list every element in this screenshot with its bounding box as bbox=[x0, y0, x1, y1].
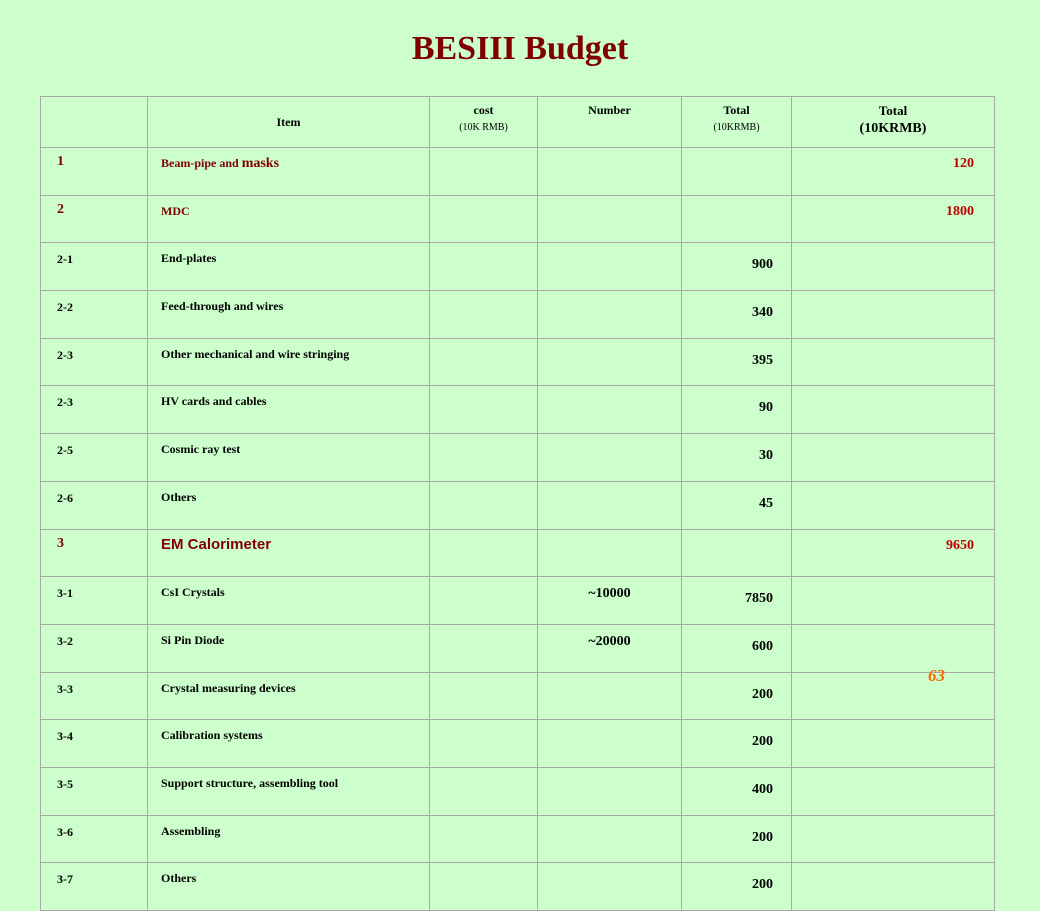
row-label-text: Crystal measuring devices bbox=[161, 680, 296, 695]
row-number bbox=[538, 291, 682, 339]
row-label bbox=[148, 148, 430, 196]
row-number bbox=[538, 720, 682, 768]
row-cost bbox=[430, 434, 538, 482]
row-cost bbox=[430, 529, 538, 577]
row-label bbox=[148, 338, 430, 386]
header-number: Number bbox=[538, 97, 682, 148]
row-id: 3-1 bbox=[41, 577, 148, 625]
row-number bbox=[538, 434, 682, 482]
row-cost bbox=[430, 195, 538, 243]
row-number bbox=[538, 386, 682, 434]
row-id: 2-2 bbox=[41, 291, 148, 339]
row-number: ~20000 bbox=[538, 624, 682, 672]
row-section-total bbox=[792, 338, 995, 386]
row-label-text: CsI Crystals bbox=[161, 585, 225, 600]
header-total bbox=[682, 97, 792, 148]
row-total: 400 bbox=[682, 767, 792, 815]
header-cost-label: cost bbox=[473, 103, 494, 117]
header-cost-unit: (10K RMB) bbox=[459, 122, 508, 133]
table-row bbox=[41, 481, 995, 529]
row-section-total bbox=[792, 624, 995, 672]
row-total: 395 bbox=[682, 338, 792, 386]
row-cost bbox=[430, 577, 538, 625]
header-section-total-label: Total bbox=[878, 103, 908, 118]
row-cost bbox=[430, 815, 538, 863]
row-section-total bbox=[792, 672, 995, 720]
row-cost bbox=[430, 624, 538, 672]
row-cost bbox=[430, 672, 538, 720]
row-number bbox=[538, 243, 682, 291]
row-label-text: Cosmic ray test bbox=[161, 442, 241, 457]
row-label-text: Others bbox=[161, 489, 197, 504]
table-row bbox=[41, 767, 995, 815]
row-section-total bbox=[792, 863, 995, 911]
row-section-total bbox=[792, 386, 995, 434]
row-label-text: Assembling bbox=[161, 823, 221, 838]
row-id: 3-7 bbox=[41, 863, 148, 911]
header-total-unit: (10KRMB) bbox=[713, 122, 760, 133]
row-total: 200 bbox=[682, 720, 792, 768]
row-label-text: Other mechanical and wire stringing bbox=[161, 346, 350, 361]
table-row bbox=[41, 577, 995, 625]
row-number bbox=[538, 481, 682, 529]
header-total-label: Total bbox=[723, 103, 750, 117]
row-number bbox=[538, 672, 682, 720]
row-section-total bbox=[792, 577, 995, 625]
table-row bbox=[41, 815, 995, 863]
row-label bbox=[148, 386, 430, 434]
table-row bbox=[41, 863, 995, 911]
row-label bbox=[148, 767, 430, 815]
row-total: 200 bbox=[682, 815, 792, 863]
row-cost bbox=[430, 720, 538, 768]
row-label-text: Beam-pipe and bbox=[161, 156, 242, 170]
row-id: 2-3 bbox=[41, 338, 148, 386]
row-label bbox=[148, 815, 430, 863]
row-total: 340 bbox=[682, 291, 792, 339]
row-total: 7850 bbox=[682, 577, 792, 625]
row-number bbox=[538, 195, 682, 243]
table-row bbox=[41, 624, 995, 672]
row-number: ~10000 bbox=[538, 577, 682, 625]
row-cost bbox=[430, 481, 538, 529]
header-section-total bbox=[792, 97, 995, 148]
row-label-text: Support structure, assembling tool bbox=[161, 775, 339, 790]
budget-table bbox=[40, 96, 995, 911]
row-number bbox=[538, 338, 682, 386]
row-id: 2-3 bbox=[41, 386, 148, 434]
row-total: 200 bbox=[682, 672, 792, 720]
row-label bbox=[148, 577, 430, 625]
row-label-text: HV cards and cables bbox=[161, 394, 267, 409]
row-section-total bbox=[792, 243, 995, 291]
row-label-text: Others bbox=[161, 871, 197, 886]
row-label-text-emphasis: EM Calorimeter bbox=[161, 535, 272, 553]
row-label bbox=[148, 529, 430, 577]
row-label-text: Feed-through and wires bbox=[161, 299, 284, 314]
row-label-text: Si Pin Diode bbox=[161, 632, 225, 647]
row-id: 3-5 bbox=[41, 767, 148, 815]
row-section-total bbox=[792, 481, 995, 529]
row-label bbox=[148, 863, 430, 911]
row-section-total: 1800 bbox=[792, 195, 995, 243]
row-label-text-emphasis: masks bbox=[241, 156, 280, 171]
row-id: 3-4 bbox=[41, 720, 148, 768]
page-number: 63 bbox=[928, 666, 945, 685]
header-id-cell bbox=[41, 97, 148, 148]
row-label bbox=[148, 720, 430, 768]
table-row bbox=[41, 720, 995, 768]
row-section-total bbox=[792, 434, 995, 482]
header-item: Item bbox=[148, 97, 430, 148]
table-row bbox=[41, 243, 995, 291]
table-row bbox=[41, 386, 995, 434]
row-total: 200 bbox=[682, 863, 792, 911]
row-label-text: Calibration systems bbox=[161, 728, 263, 743]
row-label bbox=[148, 195, 430, 243]
row-total: 600 bbox=[682, 624, 792, 672]
table-row bbox=[41, 148, 995, 196]
row-total: 45 bbox=[682, 481, 792, 529]
row-cost bbox=[430, 243, 538, 291]
row-number bbox=[538, 863, 682, 911]
row-cost bbox=[430, 767, 538, 815]
row-number bbox=[538, 148, 682, 196]
row-id: 3 bbox=[41, 529, 148, 577]
table-row bbox=[41, 338, 995, 386]
table-row bbox=[41, 529, 995, 577]
row-id: 1 bbox=[41, 148, 148, 196]
row-section-total bbox=[792, 815, 995, 863]
row-total: 900 bbox=[682, 243, 792, 291]
row-label bbox=[148, 291, 430, 339]
row-id: 2-1 bbox=[41, 243, 148, 291]
row-total bbox=[682, 148, 792, 196]
row-total: 90 bbox=[682, 386, 792, 434]
row-id: 3-3 bbox=[41, 672, 148, 720]
row-id: 2 bbox=[41, 195, 148, 243]
row-total: 30 bbox=[682, 434, 792, 482]
row-number bbox=[538, 815, 682, 863]
row-id: 2-5 bbox=[41, 434, 148, 482]
table-row bbox=[41, 291, 995, 339]
table-row bbox=[41, 195, 995, 243]
table-row bbox=[41, 434, 995, 482]
row-section-total bbox=[792, 720, 995, 768]
table-row bbox=[41, 672, 995, 720]
row-label bbox=[148, 481, 430, 529]
row-section-total bbox=[792, 767, 995, 815]
row-cost bbox=[430, 863, 538, 911]
row-number bbox=[538, 529, 682, 577]
header-cost bbox=[430, 97, 538, 148]
row-label-text: End-plates bbox=[161, 251, 217, 266]
table-header-row bbox=[41, 97, 995, 148]
row-label bbox=[148, 672, 430, 720]
row-section-total: 120 bbox=[792, 148, 995, 196]
row-cost bbox=[430, 148, 538, 196]
row-cost bbox=[430, 338, 538, 386]
row-id: 3-2 bbox=[41, 624, 148, 672]
row-id: 3-6 bbox=[41, 815, 148, 863]
row-label bbox=[148, 434, 430, 482]
row-total bbox=[682, 529, 792, 577]
row-id: 2-6 bbox=[41, 481, 148, 529]
page-title: BESIII Budget bbox=[411, 30, 629, 67]
row-cost bbox=[430, 386, 538, 434]
row-section-total: 9650 bbox=[792, 529, 995, 577]
row-label-text: MDC bbox=[161, 203, 190, 218]
header-section-total-unit: (10KRMB) bbox=[859, 121, 927, 136]
row-number bbox=[538, 767, 682, 815]
row-cost bbox=[430, 291, 538, 339]
row-label bbox=[148, 624, 430, 672]
row-total bbox=[682, 195, 792, 243]
row-label bbox=[148, 243, 430, 291]
row-section-total bbox=[792, 291, 995, 339]
